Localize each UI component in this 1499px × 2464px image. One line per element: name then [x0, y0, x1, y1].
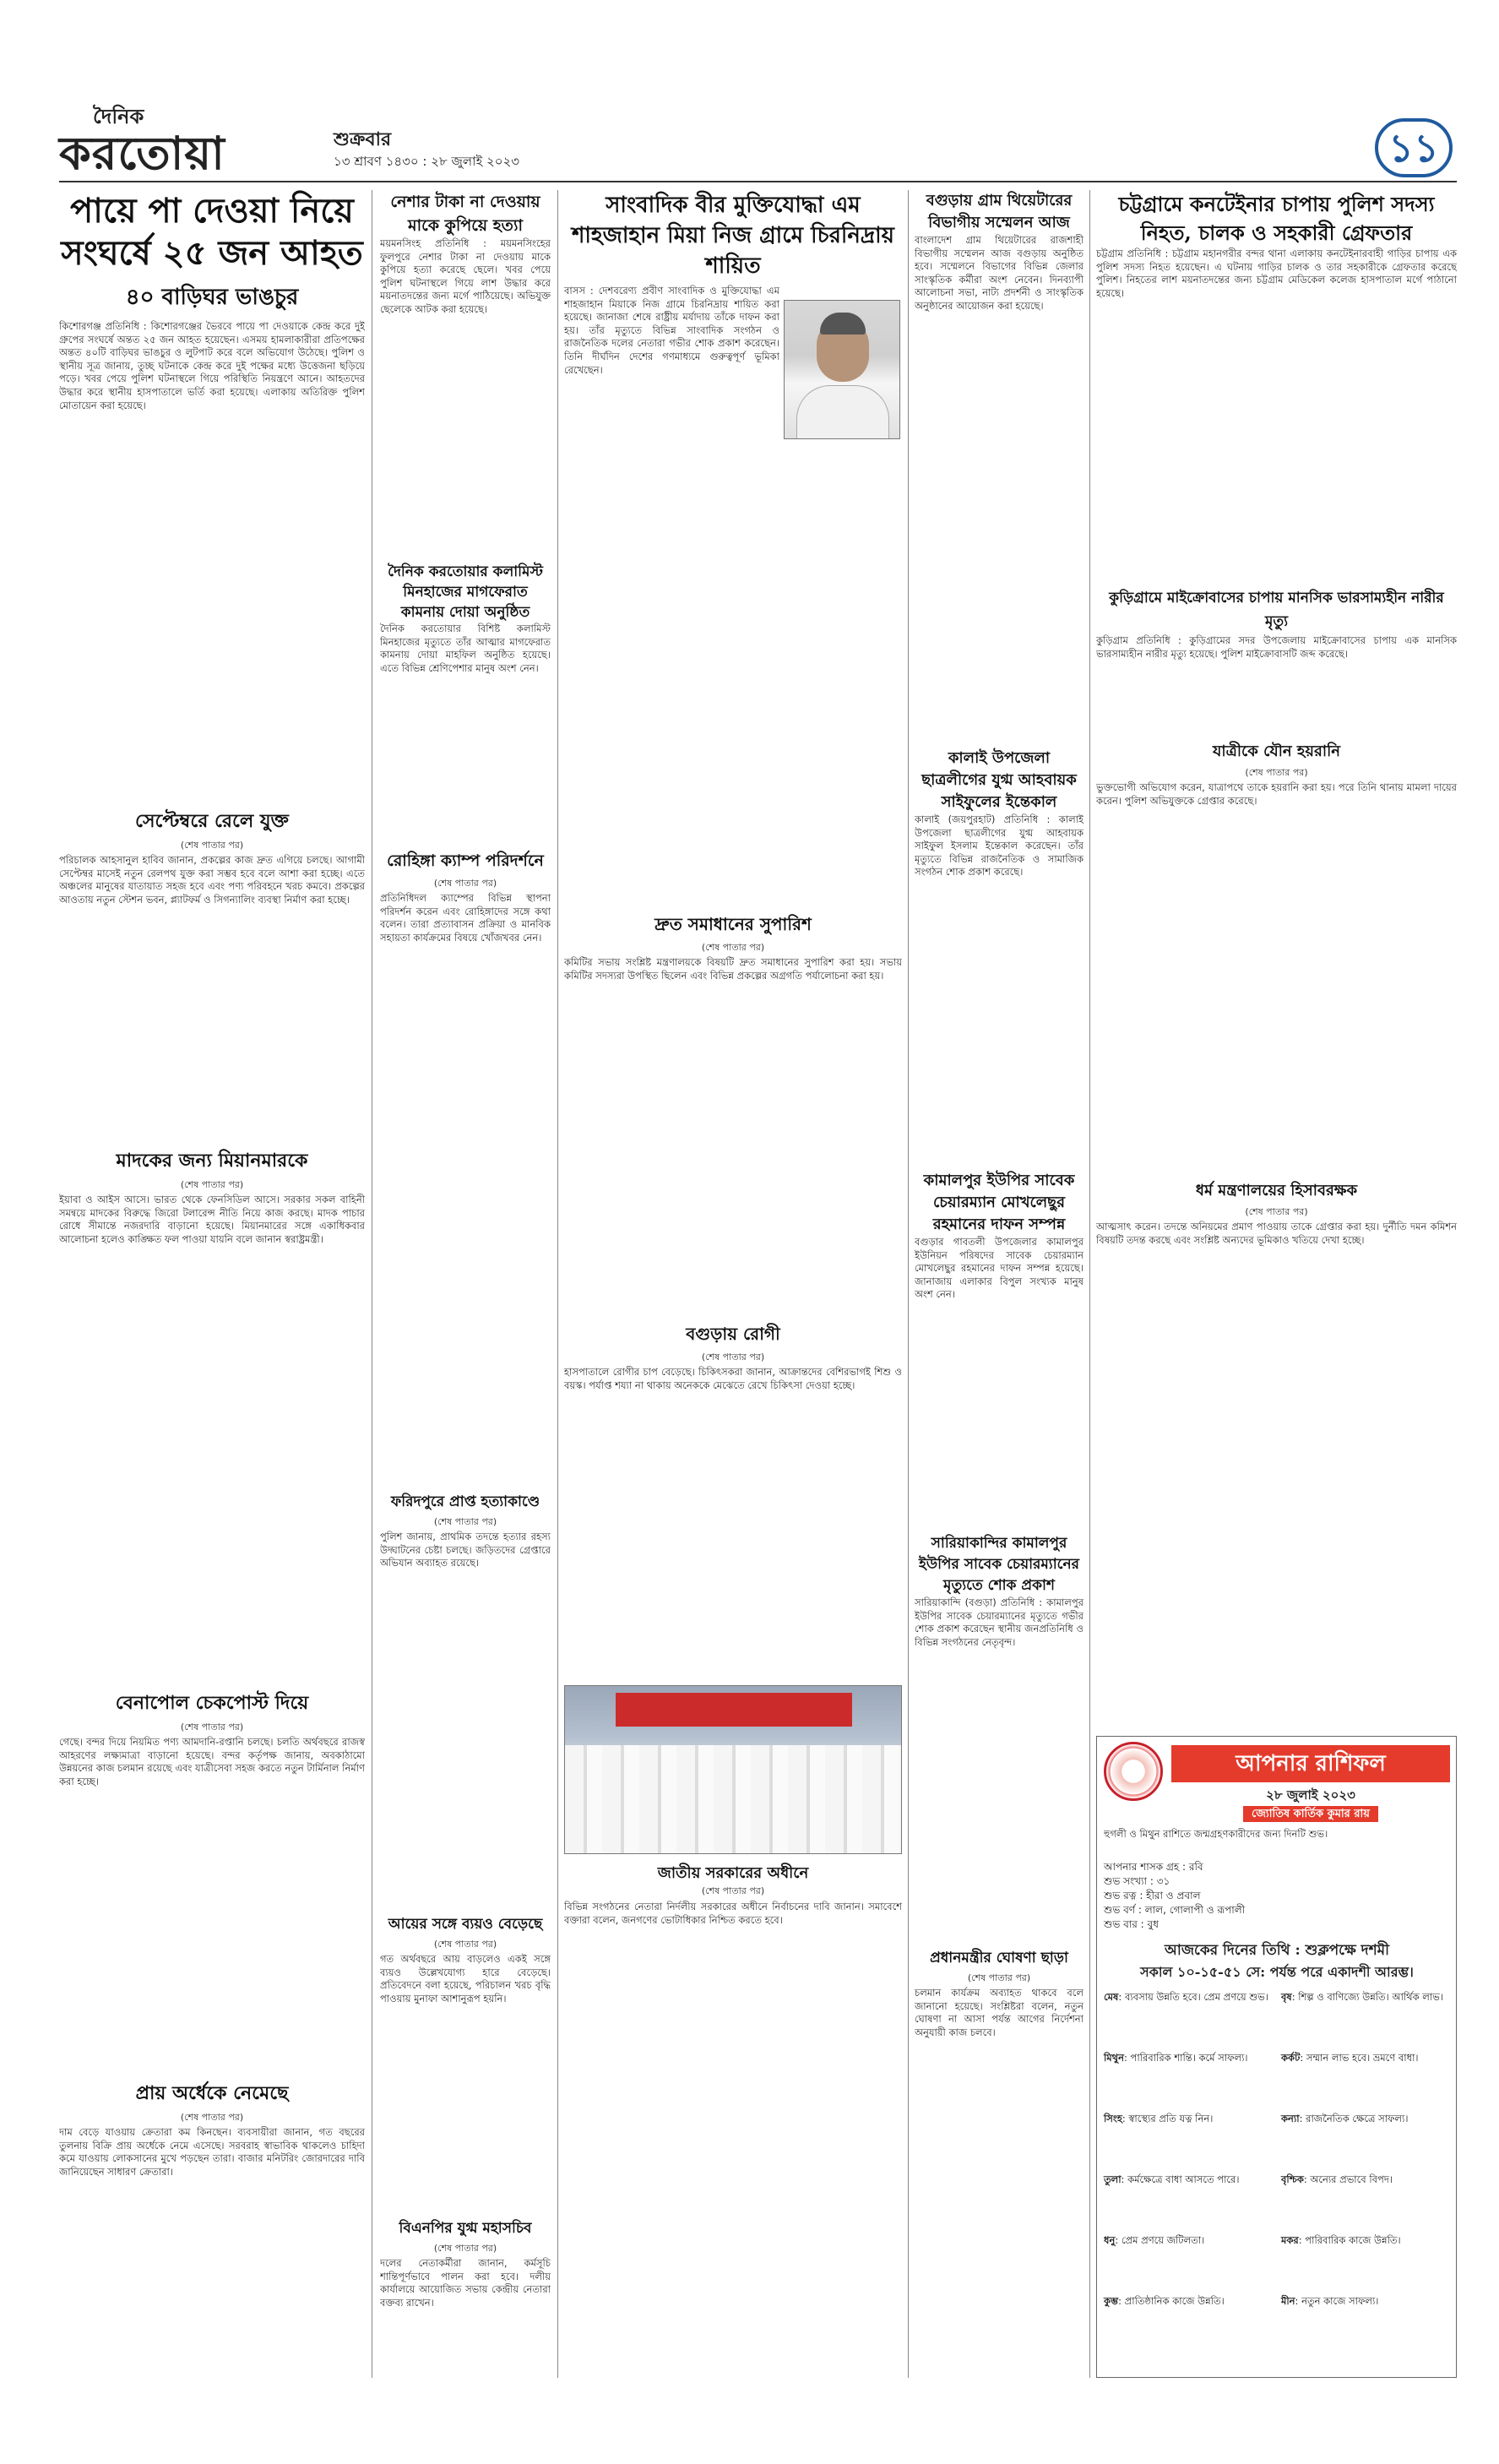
- lead-body: কিশোরগঞ্জ প্রতিনিধি : কিশোরগঞ্জের ভৈরবে পায়ে পা দেওয়াকে কেন্দ্র করে দুই গ্রুপের সংঘর্ষে অন্তত ২৫ জন আহত হয়েছেন। এসময় হামলাকারীরা প্রতিপক্ষের অন্তত ৪০টি বাড়িঘর ভাঙচুর ও লুটপাট করে বলে অভিযোগ উঠেছে। পুলিশ ও স্থানীয় সূত্র জানায়, তুচ্ছ ঘটনাকে কেন্দ্র করে দুই পক্ষের মধ্যে উত্তেজনা ছড়িয়ে পড়ে। খবর পেয়ে পুলিশ ঘটনাস্থলে গিয়ে পরিস্থিতি নিয়ন্ত্রণে আনে। আহতদের উদ্ধার করে স্থানীয় হাসপাতালে ভর্তি করা হয়েছে। এলাকায় অতিরিক্ত পুলিশ মোতায়েন করা হয়েছে।: [59, 320, 365, 411]
- column-5: [1096, 190, 1457, 2378]
- column-4: [915, 190, 1084, 2378]
- zodiac-item: মেষ: ব্যবসায় উন্নতি হবে। প্রেম প্রণয়ে শুভ।: [1104, 1991, 1268, 2003]
- rashifal-author-text: জ্যোতিষ কার্তিক কুমার রায়: [1243, 1806, 1378, 1822]
- c4-s1-headline: বগুড়ায় গ্রাম থিয়েটারের বিভাগীয় সম্মেলন আজ: [926, 192, 1073, 231]
- column-1: [59, 190, 365, 2378]
- rashifal-banner-text: আপনার রাশিফল: [1236, 1751, 1386, 1776]
- sec2-body: ইয়াবা ও আইস আসে। ভারত থেকে ফেনসিডিল আসে। সরকার সকল বাহিনী সমন্বয়ে মাদকের বিরুদ্ধে জিরো টলারেন্স নীতি নিয়ে কাজ করছে। মাদক পাচার রোধে সীমান্তে নজরদারি বাড়ানো হয়েছে। মিয়ানমারের সঙ্গে একাধিকবার আলোচনা হলেও কাঙ্ক্ষিত ফল পাওয়া যায়নি বলে জানান স্বরাষ্ট্রমন্ত্রী।: [59, 1194, 365, 1245]
- c5-lead-body: চট্টগ্রাম প্রতিনিধি : চট্টগ্রাম মহানগরীর বন্দর থানা এলাকায় কনটেইনারবাহী গাড়ির চাপায় এক পুলিশ সদস্য নিহত হয়েছেন। এ ঘটনায় গাড়ির চালক ও তার সহকারীকে গ্রেফতার করেছে পুলিশ। নিহতের লাশ ময়নাতদন্তের জন্য চট্টগ্রাম মেডিকেল কলেজ হাসপাতাল মর্গে পাঠানো হয়েছে।: [1096, 247, 1457, 299]
- page-number-badge: [1375, 118, 1453, 177]
- c5-s2-body: কুড়িগ্রাম প্রতিনিধি : কুড়িগ্রামের সদর উপজেলায় মাইক্রোবাসের চাপায় এক মানসিক ভারসাম্যহীন নারীর মৃত্যু হয়েছে। পুলিশ মাইক্রোবাসটি জব্দ করেছে।: [1096, 634, 1457, 660]
- s1-headline: নেশার টাকা না দেওয়ায় মাকে কুপিয়ে হত্যা: [390, 193, 540, 235]
- zodiac-item: কুম্ভ: প্রাতিষ্ঠানিক কাজে উন্নতি।: [1104, 2295, 1225, 2307]
- col3-sec2-body: কমিটির সভায় সংশ্লিষ্ট মন্ত্রণালয়কে বিষয়টি দ্রুত সমাধানের সুপারিশ করা হয়। সভায় কমিটির সদস্যরা উপস্থিত ছিলেন এবং বিভিন্ন প্রকল্পের অগ্রগতি পর্যালোচনা করা হয়।: [564, 956, 902, 982]
- sec4-body: দাম বেড়ে যাওয়ায় ক্রেতারা কম কিনছেন। ব্যবসায়ীরা জানান, গত বছরের তুলনায় বিক্রি প্রায় অর্ধেকে নেমে এসেছে। সরবরাহ স্বাভাবিক থাকলেও চাহিদা কমে যাওয়ায় লোকসানের মুখে পড়ছেন তারা। বাজার মনিটরিং জোরদারের দাবি জানিয়েছেন সাধারণ ক্রেতারা।: [59, 2126, 365, 2178]
- zodiac-item: মীন: নতুন কাজে সাফল্য।: [1281, 2295, 1379, 2307]
- s4-headline: ফরিদপুরে প্রাপ্ত হত্যাকাণ্ডে: [390, 1493, 540, 1510]
- col3-sec3-headline: বগুড়ায় রোগী: [686, 1324, 780, 1344]
- logo-big: করতোয়া: [59, 126, 225, 180]
- rashifal-author: [1171, 1804, 1450, 1824]
- c5-s4-cont: (শেষ পাতার পর): [1245, 1206, 1308, 1217]
- sec3-body: গেছে। বন্দর দিয়ে নিয়মিত পণ্য আমদানি-রপ্তানি চলছে। চলতি অর্থবছরে রাজস্ব আহরণের লক্ষ্যমাত্রা বাড়ানো হয়েছে। বন্দর কর্তৃপক্ষ জানায়, অবকাঠামো উন্নয়নের কাজ চলমান রয়েছে এবং যাত্রীসেবা সহজ করতে নতুন টার্মিনাল নির্মাণ করা হচ্ছে।: [59, 1736, 365, 1787]
- c5-s3-cont: (শেষ পাতার পর): [1245, 767, 1308, 778]
- col3-sec4-cont: (শেষ পাতার পর): [701, 1885, 765, 1896]
- rashifal-box: [1096, 1736, 1457, 2378]
- col3-sec2-headline: দ্রুত সমাধানের সুপারিশ: [654, 914, 812, 934]
- info-row: শুভ রত্ন : হীরা ও প্রবাল: [1104, 1890, 1201, 1901]
- c4-s5-body: চলমান কার্যক্রম অব্যাহত থাকবে বলে জানানো হয়েছে। সংশ্লিষ্টরা বলেন, নতুন ঘোষণা না আসা পর্যন্ত আগের নির্দেশনা অনুযায়ী কাজ চলবে।: [915, 1987, 1084, 2038]
- c4-s2-headline: কালাই উপজেলা ছাত্রলীগের যুগ্ম আহবায়ক সাইফুলের ইন্তেকাল: [921, 749, 1077, 811]
- rashifal-date: ২৮ জুলাই ২০২৩: [1266, 1787, 1355, 1803]
- lead-subheadline: ৪০ বাড়িঘর ভাঙচুর: [125, 285, 299, 310]
- photo-caption: জাতীয় সরকারের অধীনে: [657, 1864, 809, 1882]
- zodiac-item: ধনু: প্রেম প্রণয়ে জটিলতা।: [1104, 2234, 1205, 2246]
- zodiac-item: তুলা: কর্মক্ষেত্রে বাধা আসতে পারে।: [1104, 2173, 1240, 2185]
- tithi-heading: আজকের দিনের তিথি : শুক্লপক্ষে দশমী: [1165, 1942, 1389, 1959]
- sec1-body: পরিচালক আহসানুল হাবিব জানান, প্রকল্পের কাজ দ্রুত এগিয়ে চলছে। আগামী সেপ্টেম্বর মাসেই নতুন রেলপথ যুক্ত করা সম্ভব হবে বলে আশা করা হচ্ছে। এতে অঞ্চলের মানুষের যাতায়াত সহজ হবে এবং পণ্য পরিবহনে খরচ কমবে। প্রকল্পের আওতায় নতুন স্টেশন ভবন, প্ল্যাটফর্ম ও সিগন্যালিং ব্যবস্থা নির্মাণ করা হচ্ছে।: [59, 854, 365, 906]
- s5-headline: আয়ের সঙ্গে ব্যয়ও বেড়েছে: [388, 1916, 543, 1933]
- s3-headline: রোহিঙ্গা ক্যাম্প পরিদর্শনে: [387, 851, 544, 870]
- c5-s4-body: আত্মসাৎ করেন। তদন্তে অনিয়মের প্রমাণ পাওয়ায় তাকে গ্রেপ্তার করা হয়। দুর্নীতি দমন কমিশন বিষয়টি তদন্ত করছে এবং সংশ্লিষ্ট অন্যদের ভূমিকাও খতিয়ে দেখা হচ্ছে।: [1096, 1221, 1457, 1246]
- sec4-headline: প্রায় অর্ধেকে নেমেছে: [135, 2082, 289, 2104]
- masthead: [0, 0, 1499, 182]
- rally-photo: [564, 1685, 902, 1854]
- c4-s4-body: সারিয়াকান্দি (বগুড়া) প্রতিনিধি : কামালপুর ইউপির সাবেক চেয়ারম্যানের মৃত্যুতে গভীর শোক প্রকাশ করেছেন স্থানীয় জনপ্রতিনিধি ও বিভিন্ন সংগঠনের নেতৃবৃন্দ।: [915, 1596, 1084, 1648]
- portrait-photo: [784, 300, 900, 439]
- c4-s1-body: বাংলাদেশ গ্রাম থিয়েটারের রাজশাহী বিভাগীয় সম্মেলন আজ বগুড়ায় অনুষ্ঠিত হবে। সম্মেলনে বিভাগের বিভিন্ন জেলার সাংস্কৃতিক কর্মীরা অংশ নেবেন। দিনব্যাপী আলোচনা সভা, নাট্য প্রদর্শনী ও সাংস্কৃতিক অনুষ্ঠানের আয়োজন করা হয়েছে।: [915, 234, 1084, 312]
- zodiac-item: কন্যা: রাজনৈতিক ক্ষেত্রে সাফল্য।: [1281, 2113, 1409, 2124]
- sec2-headline: মাদকের জন্য মিয়ানমারকে: [116, 1150, 308, 1172]
- info-row: শুভ সংখ্যা : ৩১: [1104, 1875, 1170, 1887]
- col3-sec3-body: হাসপাতালে রোগীর চাপ বেড়েছে। চিকিৎসকরা জানান, আক্রান্তদের বেশিরভাগই শিশু ও বয়স্ক। পর্যাপ্ত শয্যা না থাকায় অনেককে মেঝেতে রেখে চিকিৎসা দেওয়া হচ্ছে।: [564, 1366, 902, 1391]
- col3-lead-headline: সাংবাদিক বীর মুক্তিযোদ্ধা এম শাহজাহান মিয়া নিজ গ্রামে চিরনিদ্রায় শায়িত: [571, 193, 895, 279]
- zodiac-wheel-icon: [1104, 1742, 1163, 1801]
- zodiac-grid: [1104, 1990, 1450, 2370]
- page-number: ১১: [1388, 125, 1439, 171]
- c5-lead-headline: চট্টগ্রামে কনটেইনার চাপায় পুলিশ সদস্য নিহত, চালক ও সহকারী গ্রেফতার: [1118, 192, 1435, 245]
- day-label: শুক্রবার: [334, 128, 392, 150]
- column-2: [380, 190, 551, 2378]
- s6-body: দলের নেতাকর্মীরা জানান, কর্মসূচি শান্তিপূর্ণভাবে পালন করা হবে। দলীয় কার্যালয়ে আয়োজিত সভায় কেন্দ্রীয় নেতারা বক্তব্য রাখেন।: [380, 2257, 551, 2309]
- tithi-time: সকাল ১০-১৫-৫১ সে: পর্যন্ত পরে একাদশী আরম্ভ।: [1140, 1964, 1414, 1980]
- s5-body: গত অর্থবছরে আয় বাড়লেও একই সঙ্গে ব্যয়ও উল্লেখযোগ্য হারে বেড়েছে। প্রতিবেদনে বলা হয়েছে, পরিচালন খরচ বৃদ্ধি পাওয়ায় মুনাফা আশানুরূপ হয়নি।: [380, 1953, 551, 2004]
- c4-s5-headline: প্রধানমন্ত্রীর ঘোষণা ছাড়া: [930, 1950, 1068, 1966]
- rashifal-banner: [1171, 1745, 1450, 1782]
- s6-cont: (শেষ পাতার পর): [433, 2243, 497, 2254]
- c4-s2-body: কালাই (জয়পুরহাট) প্রতিনিধি : কালাই উপজেলা ছাত্রলীগের যুগ্ম আহবায়ক সাইফুল ইসলাম ইন্তেকাল করেছেন। তাঁর মৃত্যুতে বিভিন্ন রাজনৈতিক ও সামাজিক সংগঠন শোক প্রকাশ করেছে।: [915, 813, 1084, 878]
- zodiac-item: সিংহ: স্বাস্থ্যের প্রতি যত্ন নিন।: [1104, 2113, 1214, 2124]
- sec1-headline: সেপ্টেম্বরে রেলে যুক্ত: [135, 810, 289, 832]
- s3-cont: (শেষ পাতার পর): [433, 878, 497, 889]
- info-row: শুভ বার : বুধ: [1104, 1918, 1159, 1930]
- c4-s5-cont: (শেষ পাতার পর): [967, 1972, 1031, 1983]
- c5-s4-headline: ধর্ম মন্ত্রণালয়ের হিসাবরক্ষক: [1195, 1182, 1358, 1199]
- info-row: আপনার শাসক গ্রহ : রবি: [1104, 1861, 1203, 1873]
- s6-headline: বিএনপির যুগ্ম মহাসচিব: [399, 2220, 532, 2237]
- lead-headline: পায়ে পা দেওয়া নিয়ে সংঘর্ষে ২৫ জন আহত: [61, 191, 363, 273]
- s1-body: ময়মনসিংহ প্রতিনিধি : ময়মনসিংহের ফুলপুরে নেশার টাকা না দেওয়ায় মাকে কুপিয়ে হত্যা করেছে ছেলে। খবর পেয়ে পুলিশ ঘটনাস্থলে গিয়ে লাশ উদ্ধার করে ময়নাতদন্তের জন্য মর্গে পাঠিয়েছে। অভিযুক্ত ছেলেকে আটক করা হয়েছে।: [380, 237, 551, 315]
- logo-small: দৈনিক: [93, 104, 144, 128]
- s2-headline: দৈনিক করতোয়ার কলামিস্ট মিনহাজের মাগফেরাত কামনায় দোয়া অনুষ্ঠিত: [388, 563, 543, 621]
- sec2-cont: (শেষ পাতার পর): [180, 1179, 244, 1190]
- c4-s3-body: বগুড়ার গাবতলী উপজেলার কামালপুর ইউনিয়ন পরিষদের সাবেক চেয়ারম্যান মোখলেছুর রহমানের দাফন সম্পন্ন হয়েছে। জানাজায় এলাকার বিপুল সংখ্যক মানুষ অংশ নেন।: [915, 1236, 1084, 1301]
- col3-sec4-body: বিভিন্ন সংগঠনের নেতারা নির্দলীয় সরকারের অধীনে নির্বাচনের দাবি জানান। সমাবেশে বক্তারা বলেন, জনগণের ভোটাধিকার নিশ্চিত করতে হবে।: [564, 1901, 902, 1926]
- zodiac-item: মকর: পারিবারিক কাজে উন্নতি।: [1281, 2234, 1401, 2246]
- s5-cont: (শেষ পাতার পর): [433, 1939, 497, 1950]
- zodiac-item: মিথুন: পারিবারিক শান্তি। কর্মে সাফল্য।: [1104, 2052, 1248, 2064]
- col3-sec3-cont: (শেষ পাতার পর): [701, 1352, 765, 1363]
- rashifal-info-table: [1104, 1860, 1450, 1932]
- sec3-cont: (শেষ পাতার পর): [180, 1722, 244, 1732]
- c5-s2-headline: কুড়িগ্রামে মাইক্রোবাসের চাপায় মানসিক ভারসাম্যহীন নারীর মৃত্যু: [1109, 590, 1444, 630]
- col3-lead-body: বাসস : দেশবরেণ্য প্রবীণ সাংবাদিক ও মুক্তিযোদ্ধা এম শাহজাহান মিয়াকে নিজ গ্রামে চিরনিদ্রায় শায়িত করা হয়েছে। জানাজা শেষে রাষ্ট্রীয় মর্যাদায় তাঁকে দাফন করা হয়। তাঁর মৃত্যুতে বিভিন্ন সাংবাদিক সংগঠন ও রাজনৈতিক দলের নেতারা গভীর শোক প্রকাশ করেছেন। তিনি দীর্ঘদিন দেশের গণমাধ্যমে গুরুত্বপূর্ণ ভূমিকা রেখেছেন।: [564, 285, 779, 376]
- s3-body: প্রতিনিধিদল ক্যাম্পের বিভিন্ন স্থাপনা পরিদর্শন করেন এবং রোহিঙ্গাদের সঙ্গে কথা বলেন। তারা প্রত্যাবাসন প্রক্রিয়া ও মানবিক সহায়তা কার্যক্রমের বিষয়ে খোঁজখবর নেন।: [380, 892, 551, 944]
- c4-s4-headline: সারিয়াকান্দির কামালপুর ইউপির সাবেক চেয়ারম্যানের মৃত্যুতে শোক প্রকাশ: [918, 1535, 1080, 1594]
- sec1-cont: (শেষ পাতার পর): [180, 840, 244, 851]
- zodiac-item: বৃশ্চিক: অন্যের প্রভাবে বিপদ।: [1281, 2173, 1393, 2185]
- c5-s3-headline: যাত্রীকে যৌন হয়রানি: [1213, 742, 1340, 760]
- sec3-headline: বেনাপোল চেকপোস্ট দিয়ে: [115, 1692, 309, 1714]
- s2-box: [380, 562, 551, 859]
- c4-s3-headline: কামালপুর ইউপির সাবেক চেয়ারম্যান মোখলেছুর রহমানের দাফন সম্পন্ন: [923, 1172, 1075, 1233]
- s4-body: পুলিশ জানায়, প্রাথমিক তদন্তে হত্যার রহস্য উদ্ঘাটনের চেষ্টা চলছে। জড়িতদের গ্রেপ্তারে অভিযান অব্যাহত রয়েছে।: [380, 1531, 551, 1569]
- info-row: শুভ বর্ণ : লাল, গোলাপী ও রূপালী: [1104, 1904, 1246, 1916]
- col3-sec2-cont: (শেষ পাতার পর): [701, 942, 765, 953]
- date-line: ১৩ শ্রাবণ ১৪৩০ : ২৮ জুলাই ২০২৩: [334, 154, 520, 169]
- c5-s3-body: ভুক্তভোগী অভিযোগ করেন, যাত্রাপথে তাকে হয়রানি করা হয়। পরে তিনি থানায় মামলা দায়ের করেন। পুলিশ অভিযুক্তকে গ্রেপ্তার করেছে।: [1096, 781, 1457, 807]
- sec4-cont: (শেষ পাতার পর): [180, 2112, 244, 2123]
- s2-body: দৈনিক করতোয়ার বিশিষ্ট কলামিস্ট মিনহাজের মৃত্যুতে তাঁর আত্মার মাগফেরাত কামনায় দোয়া মাহফিল অনুষ্ঠিত হয়েছে। এতে বিভিন্ন শ্রেণিপেশার মানুষ অংশ নেন।: [380, 623, 551, 674]
- rashifal-intro: হুগলী ও মিথুন রাশিতে জন্মগ্রহণকারীদের জন্য দিনটি শুভ।: [1104, 1828, 1328, 1840]
- logo: [59, 101, 312, 180]
- column-3: [564, 190, 902, 2378]
- s4-cont: (শেষ পাতার পর): [433, 1516, 497, 1527]
- zodiac-item: বৃষ: শিল্প ও বাণিজ্যে উন্নতি। আর্থিক লাভ।: [1281, 1991, 1443, 2003]
- zodiac-item: কর্কট: সম্মান লাভ হবে। ভ্রমণে বাধা।: [1281, 2052, 1419, 2064]
